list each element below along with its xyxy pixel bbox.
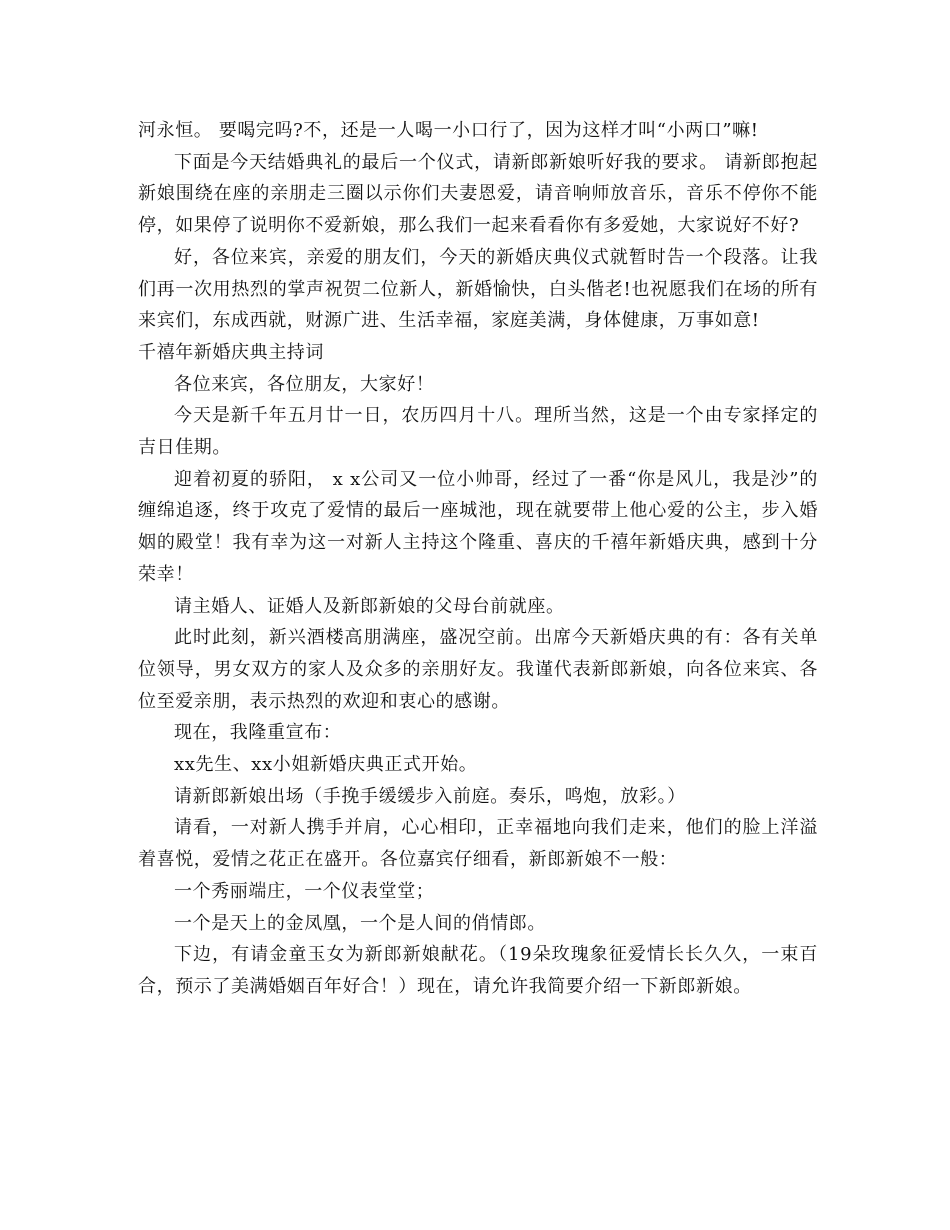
document-text [138, 115, 818, 1003]
paragraph: 各位来宾，各位朋友，大家好！ [174, 373, 435, 395]
paragraph: 请主婚人、证婚人及新郎新娘的父母台前就座。 [174, 595, 565, 617]
paragraph: 今天是新千年五月廿一日，农历四月十八。理所当然，这是一个由专家择定的吉日佳期。 [138, 405, 818, 459]
paragraph: 迎着初夏的骄阳， x x公司又一位小帅哥，经过了一番“你是风儿，我是沙”的缠绵追逐，终于攻克了爱情的最后一座城池，现在就要带上他心爱的公主，步入婚姻的殿堂！我有幸为这一对新人主持这个隆重、喜庆的千禧年新婚庆典，感到十分荣幸！ [138, 468, 818, 585]
paragraph: 一个是天上的金凤凰，一个是人间的俏情郎。 [174, 912, 546, 934]
paragraph: 下边，有请金童玉女为新郎新娘献花。（19朵玫瑰象征爱情长长久久，一束百合，预示了美满婚姻百年好合！）现在，请允许我简要介绍一下新郎新娘。 [138, 944, 818, 997]
paragraph: 河永恒。 要喝完吗?不，还是一人喝一小口行了，因为这样才叫“小两口”嘛! [138, 120, 759, 141]
paragraph: 一个秀丽端庄，一个仪表堂堂； [174, 880, 435, 902]
paragraph: xx先生、xx小姐新婚庆典正式开始。 [174, 754, 478, 776]
section-title: 千禧年新婚庆典主持词 [138, 341, 324, 363]
paragraph: 请看，一对新人携手并肩，心心相印，正幸福地向我们走来，他们的脸上洋溢着喜悦，爱情之花正在盛开。各位嘉宾仔细看，新郎新娘不一般： [138, 817, 818, 871]
paragraph: 请新郎新娘出场（手挽手缓缓步入前庭。奏乐，鸣炮，放彩。） [174, 785, 686, 807]
paragraph: 现在，我隆重宣布： [174, 722, 342, 744]
paragraph: 此时此刻，新兴酒楼高朋满座，盛况空前。出席今天新婚庆典的有：各有关单位领导，男女双方的家人及众多的亲朋好友。我谨代表新郎新娘，向各位来宾、各位至爱亲朋，表示热烈的欢迎和衷心的感谢。 [138, 627, 818, 712]
paragraph: 下面是今天结婚典礼的最后一个仪式，请新郎新娘听好我的要求。 请新郎抱起新娘围绕在座的亲朋走三圈以示你们夫妻恩爱，请音响师放音乐，音乐不停你不能停，如果停了说明你不爱新娘，那么我们一起来看看你有多爱她，大家说好不好? [138, 151, 818, 237]
paragraph: 好，各位来宾，亲爱的朋友们，今天的新婚庆典仪式就暂时告一个段落。让我们再一次用热烈的掌声祝贺二位新人，新婚愉快，白头偕老!也祝愿我们在场的所有来宾们，东成西就，财源广进、生活幸福，家庭美满，身体健康，万事如意! [138, 246, 818, 332]
